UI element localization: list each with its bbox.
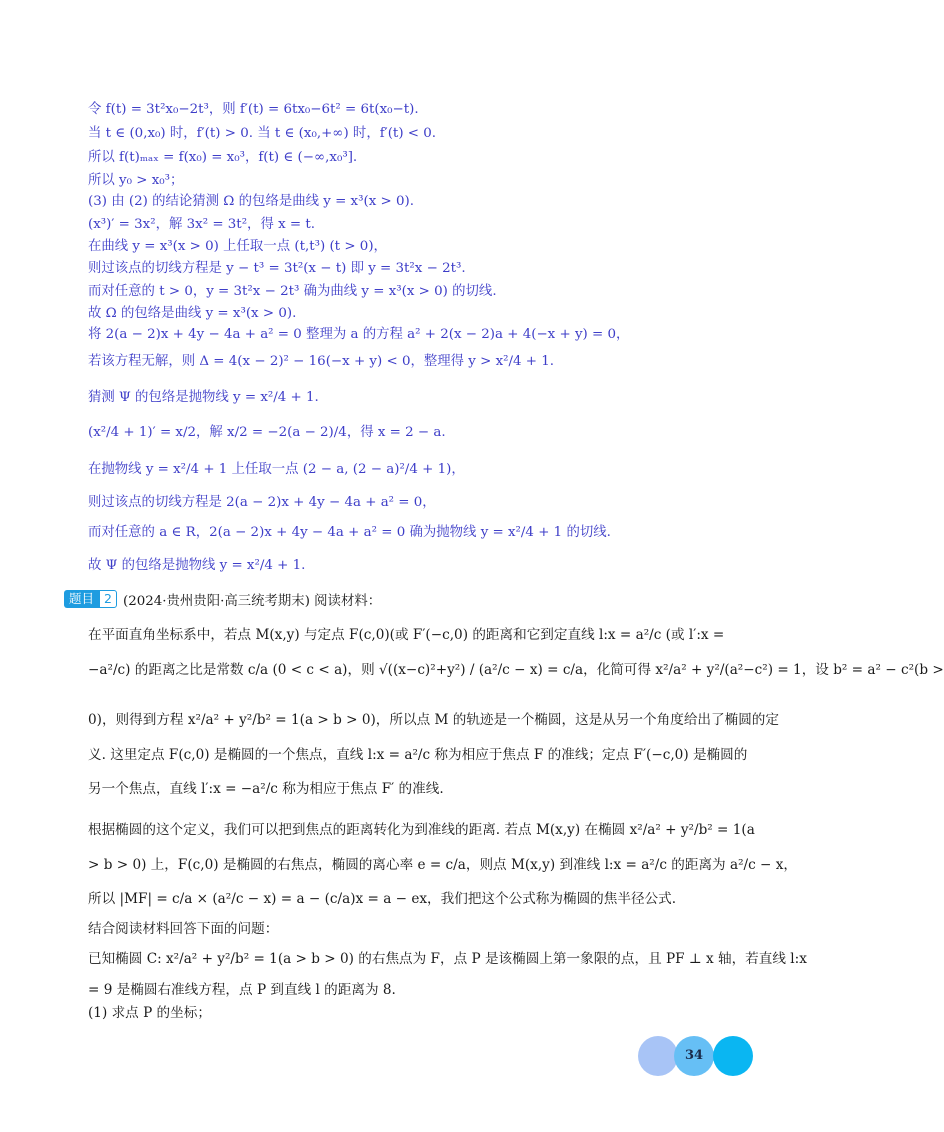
- problem-line: 0)，则得到方程 x²/a² + y²/b² = 1(a > b > 0)，所以点 M 的轨迹是一个椭圆，这是从另一个角度给出了椭圆的定: [88, 712, 779, 728]
- problem-line: 义. 这里定点 F(c,0) 是椭圆的一个焦点，直线 l:x = a²/c 称为相应于焦点 F 的准线；定点 F′(−c,0) 是椭圆的: [88, 747, 748, 763]
- solution-line: (x²/4 + 1)′ = x/2，解 x/2 = −2(a − 2)/4，得 x = 2 − a.: [88, 425, 446, 440]
- solution-line: 令 f(t) = 3t²x₀−2t³，则 f′(t) = 6tx₀−6t² = 6t(x₀−t).: [88, 102, 419, 117]
- solution-line: 猜测 Ψ 的包络是抛物线 y = x²/4 + 1.: [88, 390, 319, 405]
- problem-line: (1) 求点 P 的坐标；: [88, 1005, 211, 1021]
- solution-line: 在抛物线 y = x²/4 + 1 上任取一点 (2 − a, (2 − a)²/4 + 1)，: [88, 462, 465, 477]
- problem-heading: [64, 590, 381, 608]
- solution-line: (3) 由 (2) 的结论猜测 Ω 的包络是曲线 y = x³(x > 0).: [88, 194, 414, 209]
- solution-line: (x³)′ = 3x²，解 3x² = 3t²，得 x = t.: [88, 217, 316, 232]
- footer-circle-left: [638, 1036, 678, 1076]
- solution-line: 故 Ω 的包络是曲线 y = x³(x > 0).: [88, 306, 297, 321]
- problem-line: 在平面直角坐标系中，若点 M(x,y) 与定点 F(c,0)(或 F′(−c,0) 的距离和它到定直线 l:x = a²/c (或 l′:x =: [88, 627, 725, 643]
- problem-line: 结合阅读材料回答下面的问题：: [88, 921, 279, 937]
- solution-line: 所以 f(t)ₘₐₓ = f(x₀) = x₀³，f(t) ∈ (−∞,x₀³].: [88, 150, 358, 165]
- problem-line: 根据椭圆的这个定义，我们可以把到焦点的距离转化为到准线的距离. 若点 M(x,y) 在椭圆 x²/a² + y²/b² = 1(a: [88, 822, 755, 838]
- solution-line: 而对任意的 a ∈ R，2(a − 2)x + 4y − 4a + a² = 0 确为抛物线 y = x²/4 + 1 的切线.: [88, 525, 611, 540]
- solution-line: 故 Ψ 的包络是抛物线 y = x²/4 + 1.: [88, 558, 306, 573]
- solution-line: 将 2(a − 2)x + 4y − 4a + a² = 0 整理为 a 的方程 a² + 2(x − 2)a + 4(−x + y) = 0，: [88, 327, 630, 342]
- solution-line: 而对任意的 t > 0，y = 3t²x − 2t³ 确为曲线 y = x³(x > 0) 的切线.: [88, 284, 497, 299]
- problem-line: = 9 是椭圆右准线方程，点 P 到直线 l 的距离为 8.: [88, 982, 396, 998]
- problem-source: (2024·贵州贵阳·高三统考期末) 阅读材料：: [122, 593, 382, 609]
- solution-line: 则过该点的切线方程是 y − t³ = 3t²(x − t) 即 y = 3t²x − 2t³.: [88, 261, 466, 276]
- solution-line: 若该方程无解，则 Δ = 4(x − 2)² − 16(−x + y) < 0，整理得 y > x²/4 + 1.: [88, 354, 555, 369]
- page-number: 34: [684, 1048, 704, 1063]
- problem-line: 另一个焦点，直线 l′:x = −a²/c 称为相应于焦点 F′ 的准线.: [88, 781, 444, 797]
- footer-circle-right: [713, 1036, 753, 1076]
- problem-line: 所以 |MF| = c/a × (a²/c − x) = a − (c/a)x = a − ex，我们把这个公式称为椭圆的焦半径公式.: [88, 891, 677, 907]
- problem-tag-label: 题目: [64, 590, 99, 608]
- solution-line: 当 t ∈ (0,x₀) 时，f′(t) > 0. 当 t ∈ (x₀,+∞) 时，f′(t) < 0.: [88, 126, 437, 141]
- solution-line: 在曲线 y = x³(x > 0) 上任取一点 (t,t³) (t > 0)，: [88, 239, 387, 254]
- solution-line: 则过该点的切线方程是 2(a − 2)x + 4y − 4a + a² = 0，: [88, 495, 436, 510]
- problem-tag-number: 2: [99, 590, 117, 608]
- problem-line: > b > 0) 上，F(c,0) 是椭圆的右焦点，椭圆的离心率 e = c/a，则点 M(x,y) 到准线 l:x = a²/c 的距离为 a²/c − x，: [88, 857, 798, 873]
- problem-line: 已知椭圆 C: x²/a² + y²/b² = 1(a > b > 0) 的右焦点为 F，点 P 是该椭圆上第一象限的点，且 PF ⊥ x 轴，若直线 l:x: [88, 951, 807, 967]
- solution-line: 所以 y₀ > x₀³；: [88, 173, 184, 188]
- problem-line: −a²/c) 的距离之比是常数 c/a (0 < c < a)，则 √((x−c)²+y²) / (a²/c − x) = c/a，化简可得 x²/a² + y²/(a²−c²) = 1，设 b² = a² − c²(b >: [88, 662, 944, 678]
